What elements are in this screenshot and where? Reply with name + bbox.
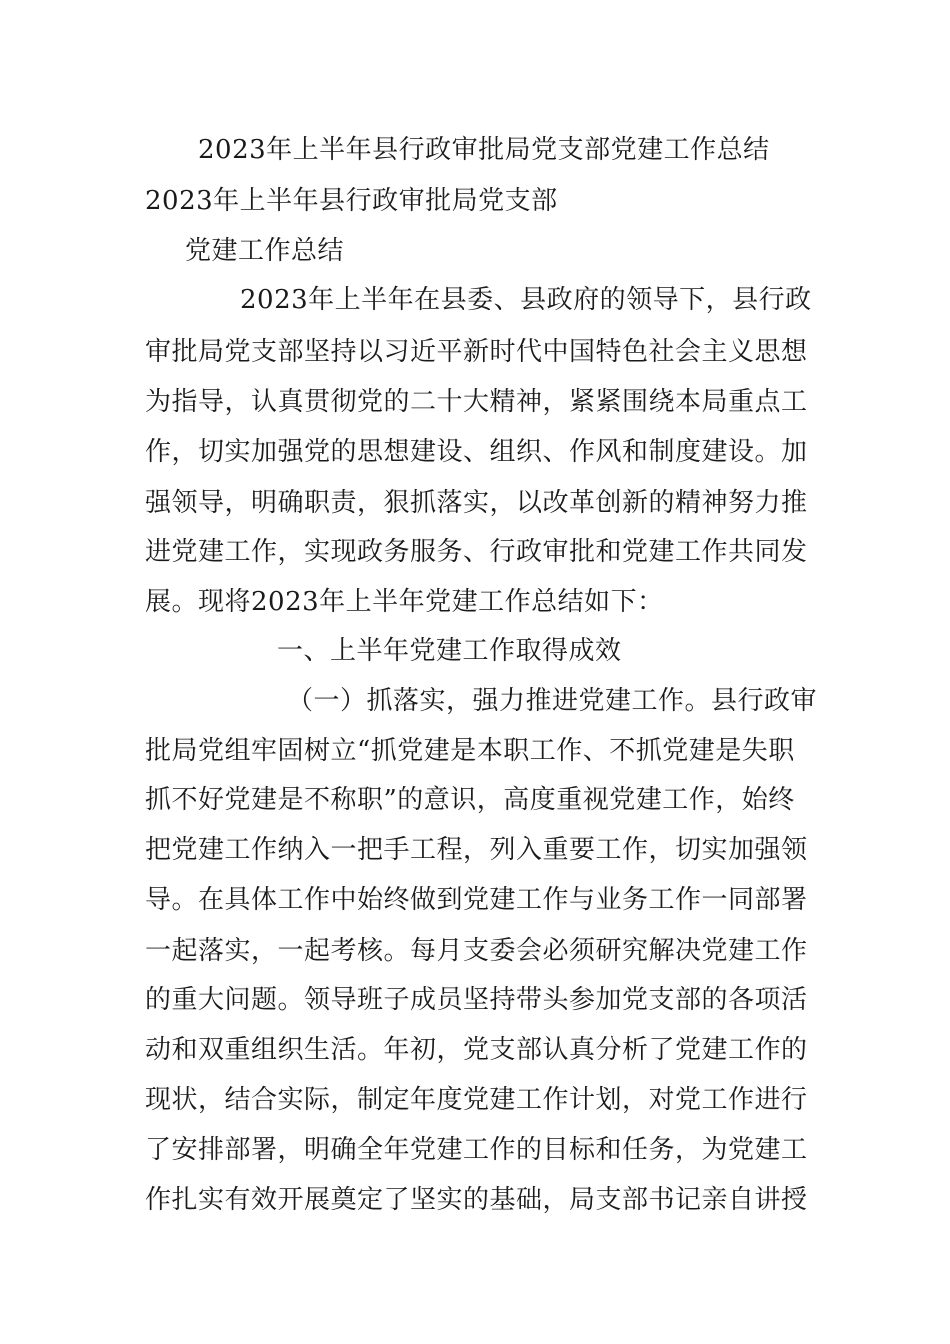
intro-line: 2023年上半年在县委、县政府的领导下，县行政	[240, 285, 812, 315]
body-line: 动和双重组织生活。年初，党支部认真分析了党建工作的	[145, 1035, 808, 1065]
body-line: 抓不好党建是不称职”的意识，高度重视党建工作，始终	[145, 785, 795, 815]
body-line: 作扎实有效开展奠定了坚实的基础，局支部书记亲自讲授	[145, 1185, 808, 1215]
body-line: 了安排部署，明确全年党建工作的目标和任务，为党建工	[145, 1135, 808, 1165]
document-title: 2023年上半年县行政审批局党支部党建工作总结	[198, 135, 770, 165]
body-line: （一）抓落实，强力推进党建工作。县行政审	[287, 686, 818, 716]
section-heading: 一、上半年党建工作取得成效	[277, 636, 622, 666]
body-line: 导。在具体工作中始终做到党建工作与业务工作一同部署	[145, 885, 808, 915]
body-line: 的重大问题。领导班子成员坚持带头参加党支部的各项活	[145, 985, 808, 1015]
body-line: 现状，结合实际，制定年度党建工作计划，对党工作进行	[145, 1085, 808, 1115]
body-line: 批局党组牢固树立“抓党建是本职工作、不抓党建是失职	[145, 736, 795, 766]
intro-line: 进党建工作，实现政务服务、行政审批和党建工作共同发	[145, 537, 808, 567]
body-line: 一起落实，一起考核。每月支委会必须研究解决党建工作	[145, 936, 808, 966]
body-line: 把党建工作纳入一把手工程，列入重要工作，切实加强领	[145, 835, 808, 865]
intro-line: 强领导，明确职责，狠抓落实，以改革创新的精神努力推	[145, 488, 808, 518]
subtitle-line-2: 党建工作总结	[185, 236, 345, 266]
subtitle-line-1: 2023年上半年县行政审批局党支部	[145, 186, 558, 216]
intro-line: 为指导，认真贯彻党的二十大精神，紧紧围绕本局重点工	[145, 387, 808, 417]
intro-line: 审批局党支部坚持以习近平新时代中国特色社会主义思想	[145, 337, 808, 367]
intro-line: 展。现将2023年上半年党建工作总结如下：	[145, 587, 664, 617]
intro-line: 作，切实加强党的思想建设、组织、作风和制度建设。加	[145, 437, 808, 467]
